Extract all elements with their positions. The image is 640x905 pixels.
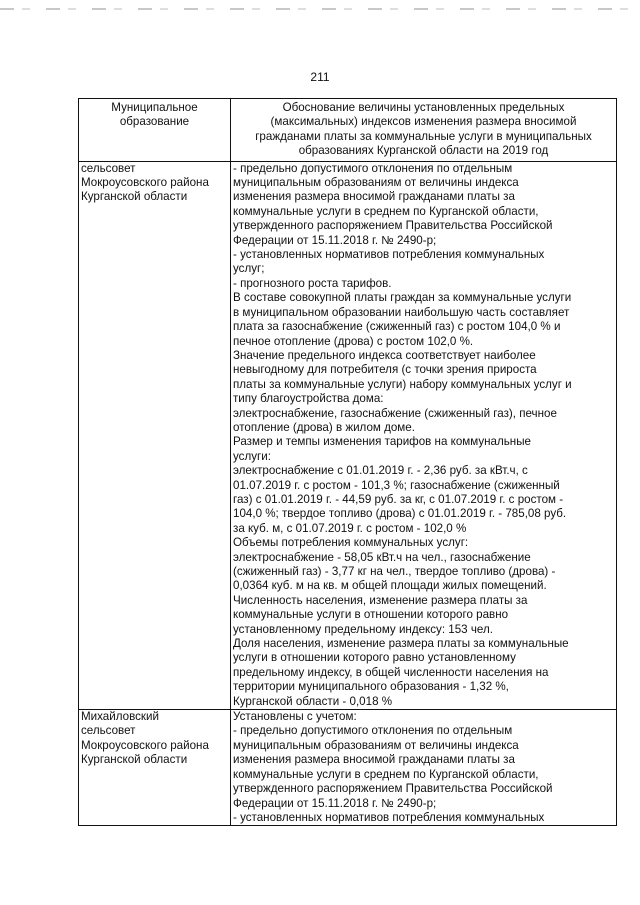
municipality-name: Михайловский сельсовет Мокроусовского района Курганской области: [81, 710, 209, 767]
justification-line: - предельно допустимого отклонения по отдельным: [233, 724, 513, 738]
municipality-cell: [79, 161, 231, 709]
justification-cell: [231, 710, 617, 826]
justification-line: установленному предельному индексу: 153 чел.: [233, 622, 493, 636]
justification-line: плата за газоснабжение (сжиженный газ) с ростом 104,0 % и: [233, 320, 561, 334]
justification-line: коммунальные услуги в среднем по Курганской области,: [233, 767, 539, 781]
justification-line: за куб. м, с 01.07.2019 г. с ростом - 102,0 %: [233, 521, 467, 535]
justification-line: - прогнозного роста тарифов.: [233, 276, 392, 290]
justification-line: Курганской области - 0,018 %: [233, 694, 393, 708]
justification-line: типу благоустройства дома:: [233, 392, 384, 406]
page-number: 211: [310, 70, 330, 84]
justification-line: - установленных нормативов потребления коммунальных: [233, 810, 545, 824]
justification-line: Доля населения, изменение размера платы за коммунальные: [233, 637, 569, 651]
justification-line: коммунальные услуги в среднем по Курганской области,: [233, 204, 539, 218]
justification-line: предельному индексу, в общей численности населения на: [233, 665, 549, 679]
justification-line: Значение предельного индекса соответствует наиболее: [233, 348, 536, 362]
justification-line: территории муниципального образования - 1,32 %,: [233, 680, 509, 694]
justification-line: утвержденного распоряжением Правительства Российской: [233, 782, 553, 796]
justification-line: отопление (дрова) в жилом доме.: [233, 420, 415, 434]
justification-line: в муниципальном образовании наибольшую часть составляет: [233, 305, 570, 319]
justification-line: коммунальные услуги в отношении которого равно: [233, 608, 509, 622]
justification-line: печное отопление (дрова) с ростом 102,0 %.: [233, 334, 474, 348]
justification-line: Численность населения, изменение размера платы за: [233, 593, 528, 607]
municipality-name: сельсовет Мокроусовского района Курганской области: [81, 161, 209, 204]
municipality-cell: [79, 710, 231, 826]
justification-line: Размер и темпы изменения тарифов на коммунальные: [233, 435, 531, 449]
header-municipality: Муниципальное образование: [79, 99, 231, 162]
justification-line: платы за коммунальные услуги) набору коммунальных услуг и: [233, 377, 572, 391]
justification-line: В составе совокупной платы граждан за коммунальные услуги: [233, 291, 572, 305]
justification-line: услуги:: [233, 449, 271, 463]
justification-line: - установленных нормативов потребления коммунальных: [233, 248, 545, 262]
justification-line: муниципальным образованиям от величины индекса: [233, 176, 519, 190]
justification-line: электроснабжение, газоснабжение (сжиженный газ), печное: [233, 406, 557, 420]
justification-line: Объемы потребления коммунальных услуг:: [233, 536, 469, 550]
justification-line: услуги в отношении которого равно установленному: [233, 651, 516, 665]
justification-line: изменения размера вносимой гражданами платы за: [233, 753, 515, 767]
header-justification: Обоснование величины установленных предельных (максимальных) индексов изменения размера вносимой гражданами платы за коммунальные услуги в муниципальных образованиях Курганской области на 2019 год: [231, 99, 617, 162]
scan-edge-artifact: [0, 8, 640, 10]
justification-line: (сжиженный газ) - 3,77 кг на чел., твердое топливо (дрова) -: [233, 565, 556, 578]
justification-line: электроснабжение - 58,05 кВт.ч на чел., газоснабжение: [233, 550, 531, 564]
table-header-row: [79, 99, 617, 162]
justification-line: 01.07.2019 г. с ростом - 101,3 %; газоснабжение (сжиженный: [233, 478, 560, 492]
justification-line: газ) с 01.01.2019 г. - 44,59 руб. за кг, с 01.07.2019 г. с ростом -: [233, 492, 564, 506]
table-row: [79, 161, 617, 709]
justification-line: утвержденного распоряжением Правительства Российской: [233, 219, 553, 233]
justification-line: Федерации от 15.11.2018 г. № 2490-р;: [233, 233, 437, 247]
justification-line: электроснабжение с 01.01.2019 г. - 2,36 руб. за кВт.ч, с: [233, 464, 528, 478]
justification-line: - предельно допустимого отклонения по отдельным: [233, 161, 513, 175]
justification-cell: [231, 161, 617, 709]
justification-line: невыгодному для потребителя (с точки зрения прироста: [233, 363, 537, 377]
table-row: [79, 710, 617, 826]
justification-line: изменения размера вносимой гражданами платы за: [233, 190, 515, 204]
justification-line: Установлены с учетом:: [233, 710, 357, 724]
justification-line: муниципальным образованиям от величины индекса: [233, 738, 519, 752]
justification-line: Федерации от 15.11.2018 г. № 2490-р;: [233, 796, 437, 810]
justification-line: 104,0 %; твердое топливо (дрова) с 01.01.2019 г. - 785,08 руб.: [233, 507, 567, 521]
justification-line: услуг;: [233, 262, 265, 276]
justification-table: [78, 98, 617, 826]
justification-line: 0,0364 куб. м на кв. м общей площади жилых помещений.: [233, 579, 547, 593]
